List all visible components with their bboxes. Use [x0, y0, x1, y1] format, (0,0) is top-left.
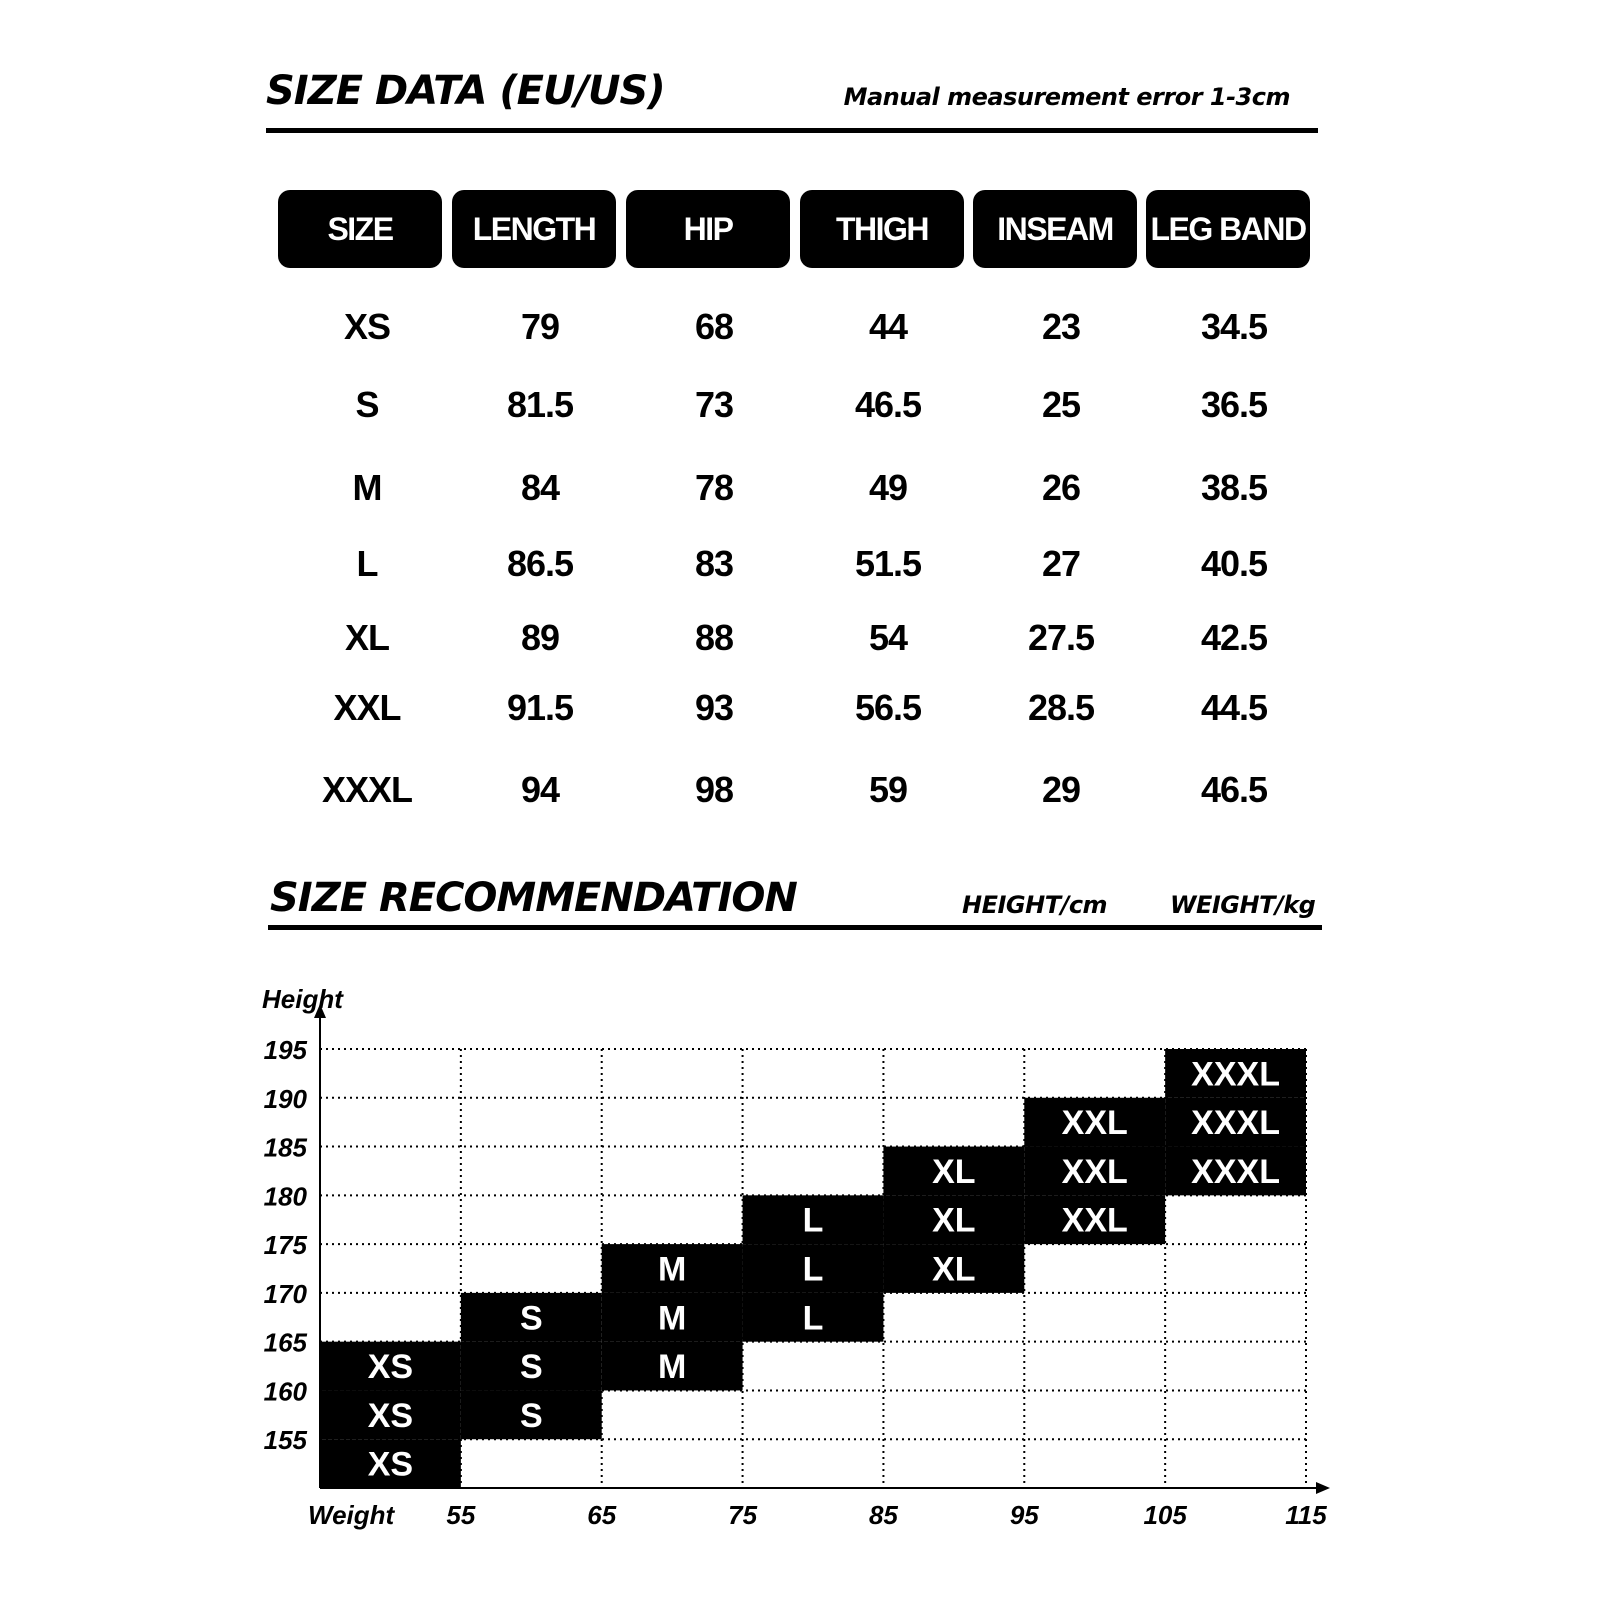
- cell-length: 79: [520, 306, 560, 347]
- size-cell-label: XS: [367, 1445, 414, 1484]
- size-cell-label: XL: [932, 1250, 976, 1289]
- y-tick-label: 155: [263, 1425, 307, 1456]
- y-tick-label: 160: [263, 1376, 307, 1407]
- y-tick-label: 180: [263, 1181, 307, 1212]
- cell-inseam: 29: [1041, 769, 1081, 810]
- cell-leg-band: 38.5: [1200, 467, 1268, 508]
- y-axis-label: Height: [262, 984, 343, 1014]
- chart-cells: [320, 1049, 1306, 1488]
- cell-thigh: 44: [868, 306, 908, 347]
- cell-inseam: 26: [1041, 467, 1081, 508]
- cell-leg-band: 42.5: [1200, 617, 1268, 658]
- size-cell-label: XXXL: [1191, 1152, 1280, 1191]
- cell-inseam: 27.5: [1027, 617, 1095, 658]
- cell-hip: 68: [694, 306, 734, 347]
- header-inseam: INSEAM: [973, 190, 1137, 268]
- y-tick-label: 175: [263, 1230, 307, 1261]
- x-tick-label: 55: [446, 1500, 476, 1530]
- size-cell-label: XS: [367, 1348, 414, 1387]
- header-size: SIZE: [278, 190, 442, 268]
- y-tick-label: 190: [263, 1083, 307, 1114]
- cell-size: L: [356, 543, 378, 584]
- cell-size: XS: [343, 306, 391, 347]
- cell-leg-band: 34.5: [1200, 306, 1268, 347]
- size-cell-label: XXXL: [1191, 1104, 1280, 1143]
- size-data-title: SIZE DATA (EU/US): [266, 68, 665, 114]
- cell-length: 81.5: [506, 384, 574, 425]
- cell-hip: 93: [694, 687, 734, 728]
- size-cell-label: XXL: [1061, 1104, 1128, 1143]
- cell-hip: 78: [694, 467, 734, 508]
- cell-inseam: 25: [1041, 384, 1081, 425]
- cell-length: 91.5: [506, 687, 574, 728]
- size-cell-label: S: [519, 1348, 543, 1387]
- x-tick-label: 65: [587, 1500, 617, 1530]
- cell-inseam: 27: [1041, 543, 1081, 584]
- y-tick-label: 165: [263, 1327, 307, 1358]
- cell-thigh: 46.5: [854, 384, 922, 425]
- size-cell-label: S: [519, 1396, 543, 1435]
- x-tick-label: 105: [1143, 1500, 1187, 1530]
- y-tick-label: 195: [263, 1035, 307, 1065]
- cell-length: 94: [520, 769, 560, 810]
- cell-hip: 83: [694, 543, 734, 584]
- x-tick-label: 115: [1285, 1500, 1327, 1530]
- cell-size: XXXL: [321, 769, 413, 810]
- weight-unit-label: WEIGHT/kg: [1170, 891, 1316, 919]
- size-cell-label: L: [802, 1250, 824, 1289]
- header-hip: HIP: [626, 190, 790, 268]
- cell-size: XL: [344, 617, 389, 658]
- size-cell-label: L: [802, 1299, 824, 1338]
- size-recommendation-title: SIZE RECOMMENDATION: [270, 875, 797, 921]
- x-tick-label: 85: [868, 1500, 898, 1530]
- header-leg-band: LEG BAND: [1146, 190, 1310, 268]
- y-tick-label: 185: [263, 1132, 307, 1163]
- size-cell-label: L: [802, 1201, 824, 1240]
- cell-length: 86.5: [506, 543, 574, 584]
- size-cell-label: XXXL: [1191, 1055, 1280, 1094]
- cell-leg-band: 36.5: [1200, 384, 1268, 425]
- header-thigh: THIGH: [800, 190, 964, 268]
- size-cell-label: XL: [932, 1152, 976, 1191]
- size-cell-label: M: [657, 1348, 687, 1387]
- cell-length: 89: [520, 617, 560, 658]
- cell-leg-band: 46.5: [1200, 769, 1268, 810]
- size-cell-label: M: [657, 1299, 687, 1338]
- size-cell-label: XXL: [1061, 1201, 1128, 1240]
- size-cell-label: XS: [367, 1396, 414, 1435]
- cell-leg-band: 40.5: [1200, 543, 1268, 584]
- cell-hip: 98: [694, 769, 734, 810]
- size-cell-label: M: [657, 1250, 687, 1289]
- cell-thigh: 51.5: [854, 543, 922, 584]
- cell-thigh: 54: [868, 617, 908, 658]
- cell-hip: 88: [694, 617, 734, 658]
- size-cell-label: XXL: [1061, 1152, 1128, 1191]
- x-axis-arrow-icon: [1316, 1482, 1330, 1494]
- cell-size: M: [352, 467, 382, 508]
- x-tick-label: 95: [1009, 1500, 1039, 1530]
- size-cell-label: XL: [932, 1201, 976, 1240]
- x-tick-label: 75: [728, 1500, 758, 1530]
- cell-thigh: 49: [868, 467, 908, 508]
- x-axis-label: Weight: [308, 1500, 395, 1530]
- cell-inseam: 28.5: [1027, 687, 1095, 728]
- size-cell-label: S: [519, 1299, 543, 1338]
- cell-inseam: 23: [1041, 306, 1081, 347]
- cell-hip: 73: [694, 384, 734, 425]
- cell-thigh: 56.5: [854, 687, 922, 728]
- cell-length: 84: [520, 467, 560, 508]
- height-unit-label: HEIGHT/cm: [962, 891, 1108, 919]
- cell-thigh: 59: [868, 769, 908, 810]
- header-length: LENGTH: [452, 190, 616, 268]
- y-tick-label: 170: [263, 1278, 307, 1309]
- cell-leg-band: 44.5: [1200, 687, 1268, 728]
- measurement-error-note: Manual measurement error 1-3cm: [843, 83, 1290, 111]
- cell-size: XXL: [333, 687, 401, 728]
- cell-size: S: [355, 384, 379, 425]
